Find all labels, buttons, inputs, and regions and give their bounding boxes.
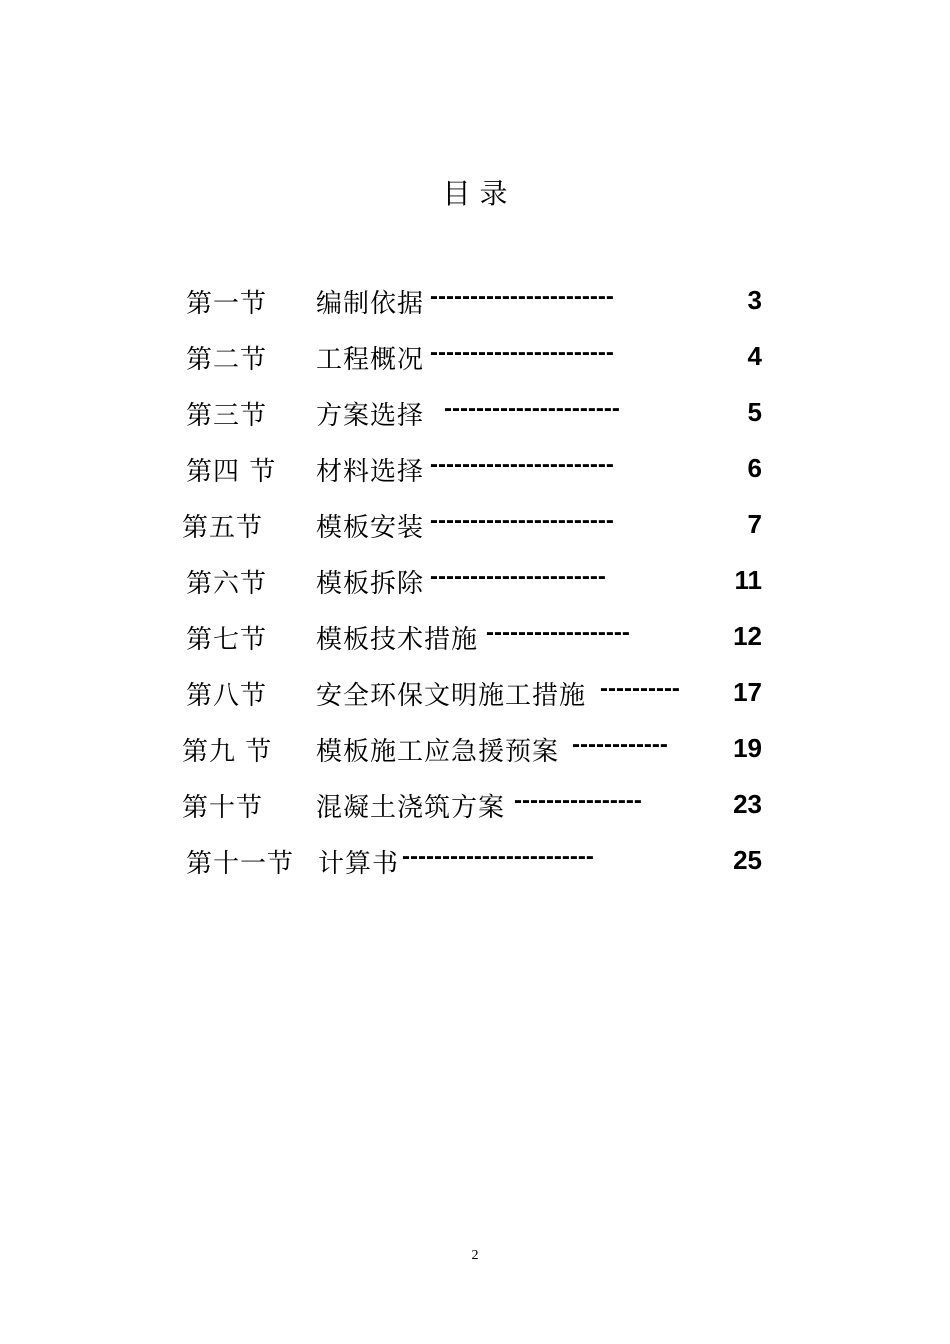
toc-section-title: 模板安装	[316, 513, 425, 543]
toc-section-number: 第八节	[186, 681, 268, 711]
toc-section-title: 计算书	[318, 849, 400, 879]
toc-entry	[0, 395, 950, 435]
page-title: 目 录	[442, 177, 508, 210]
toc-dot-leader: ------------------------	[402, 843, 594, 870]
toc-dot-leader: -----------------------	[430, 283, 614, 310]
toc-entry	[0, 563, 950, 603]
toc-page-number: 7	[747, 509, 762, 539]
toc-entry	[0, 619, 950, 659]
toc-entry	[0, 451, 950, 491]
page-number-footer: 2	[471, 1248, 479, 1263]
toc-dot-leader: ------------	[572, 731, 668, 758]
toc-dot-leader: -----------------------	[430, 339, 614, 366]
toc-page-number: 25	[733, 845, 762, 875]
toc-section-number: 第一节	[186, 289, 268, 319]
toc-entry	[0, 339, 950, 379]
toc-section-number: 第五节	[182, 513, 264, 543]
toc-section-number: 第二节	[186, 345, 268, 375]
toc-section-title: 材料选择	[316, 457, 425, 487]
toc-entry	[0, 283, 950, 323]
toc-section-title: 工程概况	[316, 345, 425, 375]
toc-entry	[0, 731, 950, 771]
toc-section-number: 第十一节	[186, 849, 295, 879]
toc-dot-leader: ----------	[600, 675, 680, 702]
toc-dot-leader: -----------------------	[430, 451, 614, 478]
toc-entry	[0, 675, 950, 715]
toc-section-title: 方案选择	[316, 401, 425, 431]
toc-page-number: 23	[733, 789, 762, 819]
toc-page-number: 5	[747, 397, 762, 427]
toc-page-number: 17	[733, 677, 762, 707]
toc-section-number: 第九 节	[182, 737, 273, 767]
toc-section-number: 第七节	[186, 625, 268, 655]
toc-section-number: 第六节	[186, 569, 268, 599]
toc-section-title: 编制依据	[316, 289, 425, 319]
toc-page-number: 11	[734, 565, 762, 595]
toc-section-title: 模板技术措施	[316, 625, 479, 655]
toc-dot-leader: -----------------------	[430, 507, 614, 534]
toc-dot-leader: ----------------------	[430, 563, 606, 590]
toc-page-number: 19	[733, 733, 762, 763]
toc-entry	[0, 507, 950, 547]
toc-page-number: 12	[733, 621, 762, 651]
toc-dot-leader: ----------------------	[444, 395, 620, 422]
toc-entry	[0, 787, 950, 827]
toc-section-number: 第十节	[182, 793, 264, 823]
toc-page-number: 6	[747, 453, 762, 483]
toc-section-title: 混凝土浇筑方案	[316, 793, 506, 823]
toc-section-title: 安全环保文明施工措施	[316, 681, 587, 711]
toc-dot-leader: ----------------	[514, 787, 642, 814]
toc-section-title: 模板拆除	[316, 569, 425, 599]
toc-section-number: 第四 节	[186, 457, 277, 487]
toc-page-number: 3	[747, 285, 762, 315]
toc-section-number: 第三节	[186, 401, 268, 431]
toc-section-title: 模板施工应急援预案	[316, 737, 560, 767]
toc-page-number: 4	[747, 341, 762, 371]
toc-entry	[0, 843, 950, 883]
toc-dot-leader: ------------------	[486, 619, 630, 646]
